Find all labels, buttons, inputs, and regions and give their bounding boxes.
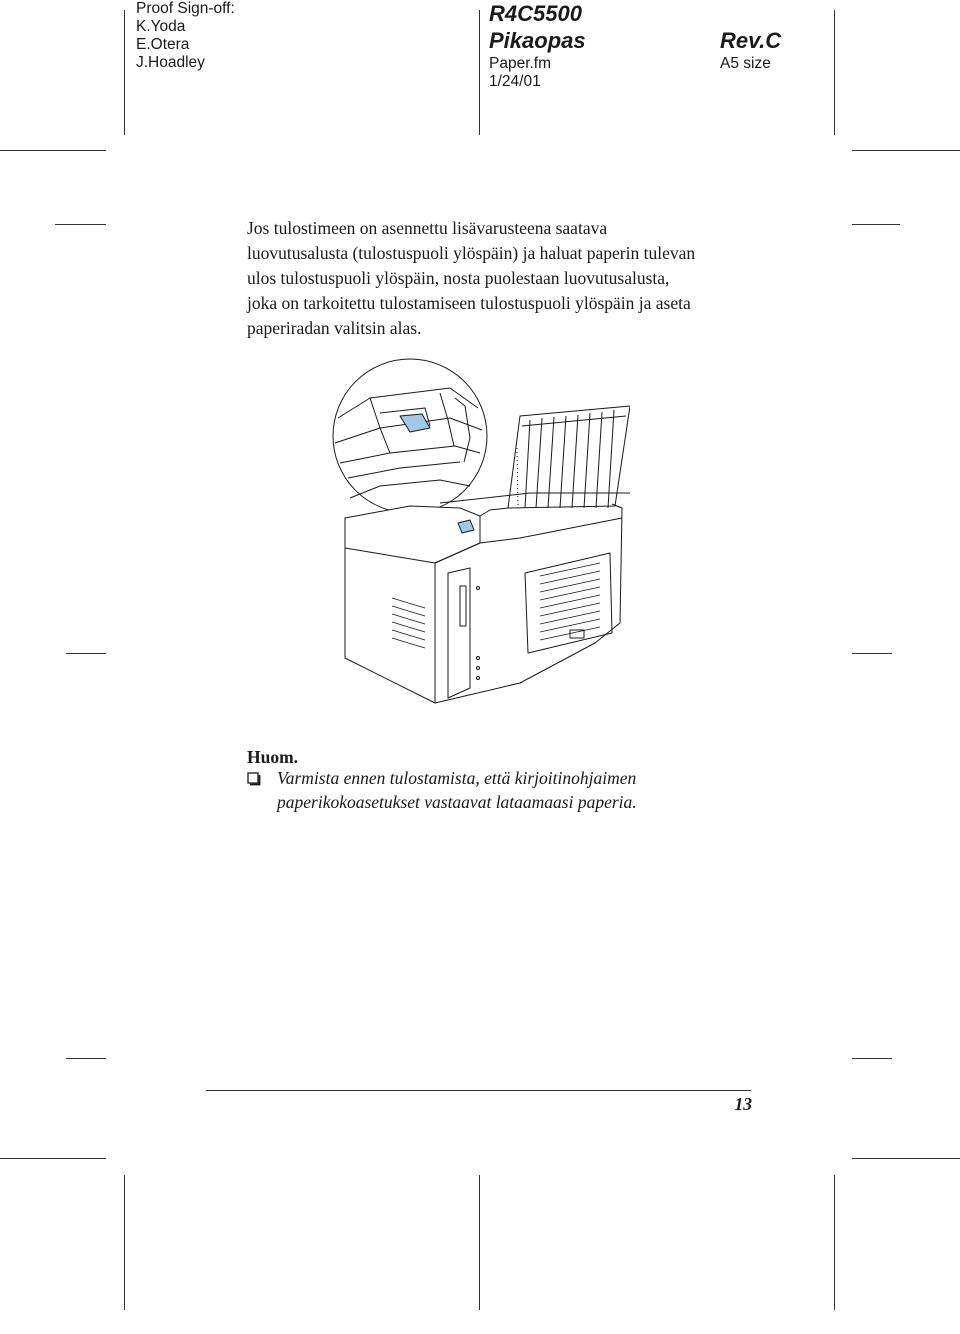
note-title: Huom. (247, 747, 299, 767)
crop-mark (834, 1175, 835, 1310)
crop-mark (852, 1058, 892, 1059)
crop-mark (0, 1158, 106, 1159)
revision-label: Rev.C (720, 28, 782, 53)
guide-title: Pikaopas (489, 28, 586, 53)
proof-signoff-name: J.Hoadley (136, 54, 205, 71)
crop-mark (852, 1158, 960, 1159)
printer-illustration (330, 358, 630, 715)
note-line: Varmista ennen tulostamista, että kirjoitinohjaimen (277, 768, 637, 788)
note-text (277, 766, 637, 814)
paragraph-line: ulos tulostuspuoli ylöspäin, nosta puolestaan luovutusalusta, (247, 268, 670, 288)
crop-mark (852, 653, 892, 654)
note-line: paperikokoasetukset vastaavat lataamaasi paperia. (277, 792, 637, 812)
document-date: 1/24/01 (489, 73, 541, 90)
document-title-block (489, 0, 586, 91)
crop-mark (124, 1175, 125, 1310)
paragraph-line: luovutusalusta (tulostuspuoli ylöspäin) ja haluat paperin tulevan (247, 243, 696, 263)
paper-size-label: A5 size (720, 55, 771, 72)
printer-body (345, 493, 630, 703)
proof-signoff-label: Proof Sign-off: (136, 0, 235, 17)
proof-signoff-name: K.Yoda (136, 18, 186, 35)
proof-signoff-name: E.Otera (136, 36, 190, 53)
crop-mark (479, 1175, 480, 1310)
paragraph-line: joka on tarkoitettu tulostamiseen tulostuspuoli ylöspäin ja aseta (247, 293, 691, 313)
file-name: Paper.fm (489, 55, 552, 72)
crop-mark (852, 224, 900, 225)
crop-mark (66, 653, 106, 654)
crop-mark (852, 150, 960, 151)
paragraph-line: paperiradan valitsin alas. (247, 318, 422, 338)
proof-signoff (136, 0, 235, 72)
crop-mark (0, 150, 106, 151)
crop-mark (834, 10, 835, 135)
detail-magnifier (333, 359, 487, 530)
instruction-paragraph (247, 216, 767, 341)
revision-block (720, 27, 781, 73)
model-name: R4C5500 (489, 1, 582, 26)
crop-mark (66, 1058, 106, 1059)
footer-rule (206, 1090, 751, 1091)
page-number: 13 (734, 1094, 752, 1114)
paragraph-line: Jos tulostimeen on asennettu lisävarusteena saatava (247, 218, 608, 238)
crop-mark (479, 10, 480, 135)
checkbox-bullet-icon (247, 772, 261, 786)
crop-mark (124, 10, 125, 135)
crop-mark (55, 224, 106, 225)
